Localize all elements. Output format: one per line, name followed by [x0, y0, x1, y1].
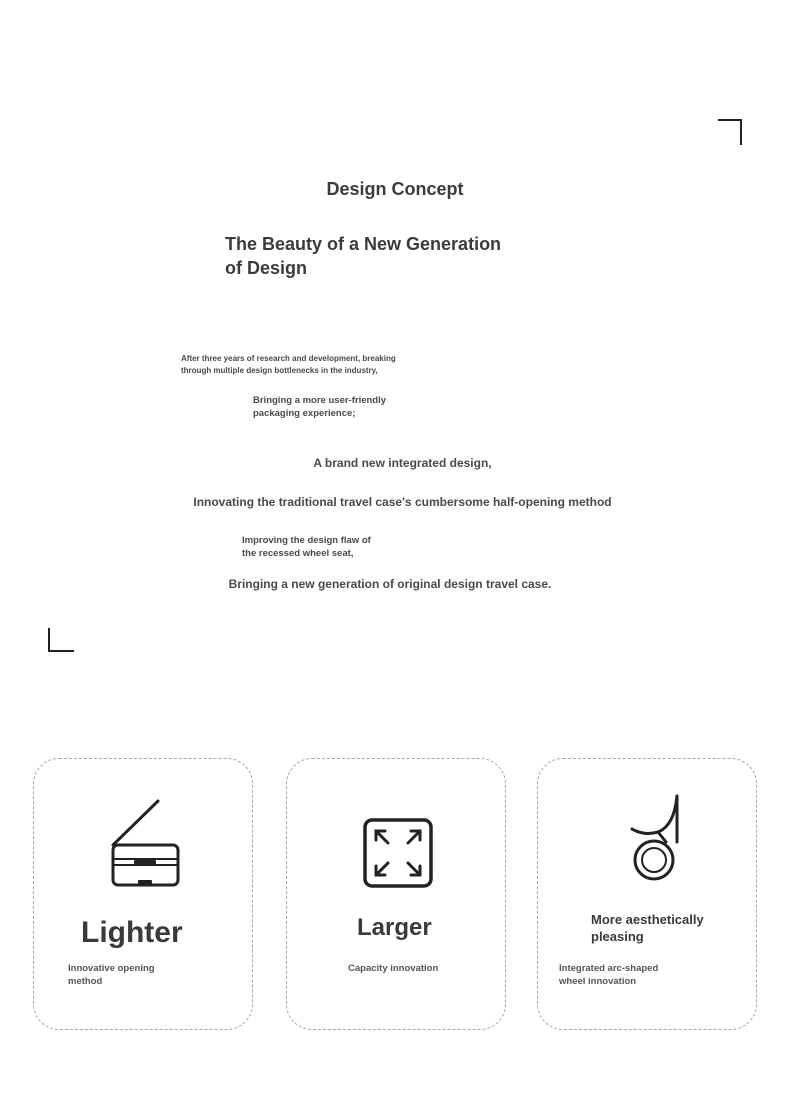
paragraph-research: After three years of research and development, breaking through multiple design bottlenecks in the industry, [181, 354, 396, 375]
feature-title: Larger [357, 914, 432, 941]
feature-card-larger [286, 758, 506, 1030]
page-subtitle: The Beauty of a New Generation of Design [225, 234, 502, 278]
page-title: Design Concept [326, 179, 464, 199]
paragraph-user-friendly: Bringing a more user-friendly packaging experience; [253, 395, 387, 419]
corner-bracket-top-right [718, 119, 742, 145]
feature-title: Lighter [81, 916, 183, 949]
paragraph-new-generation: Bringing a new generation of original design travel case. [228, 577, 552, 591]
feature-title: More aesthetically pleasing [591, 912, 704, 944]
feature-subtitle: Capacity innovation [348, 963, 439, 974]
paragraph-integrated-design: A brand new integrated design, [313, 456, 492, 470]
expand-arrows-icon [363, 818, 433, 888]
paragraph-half-opening: Innovating the traditional travel case's cumbersome half-opening method [193, 495, 612, 509]
feature-card-lighter [33, 758, 253, 1030]
feature-subtitle: Integrated arc-shaped wheel innovation [559, 963, 659, 987]
feature-subtitle: Innovative opening method [68, 963, 155, 987]
feature-card-aesthetic [537, 758, 757, 1030]
wheel-icon [628, 794, 688, 884]
open-case-icon [110, 799, 184, 889]
paragraph-wheel-seat: Improving the design flaw of the recessed wheel seat, [242, 535, 371, 559]
corner-bracket-bottom-left [48, 628, 74, 652]
